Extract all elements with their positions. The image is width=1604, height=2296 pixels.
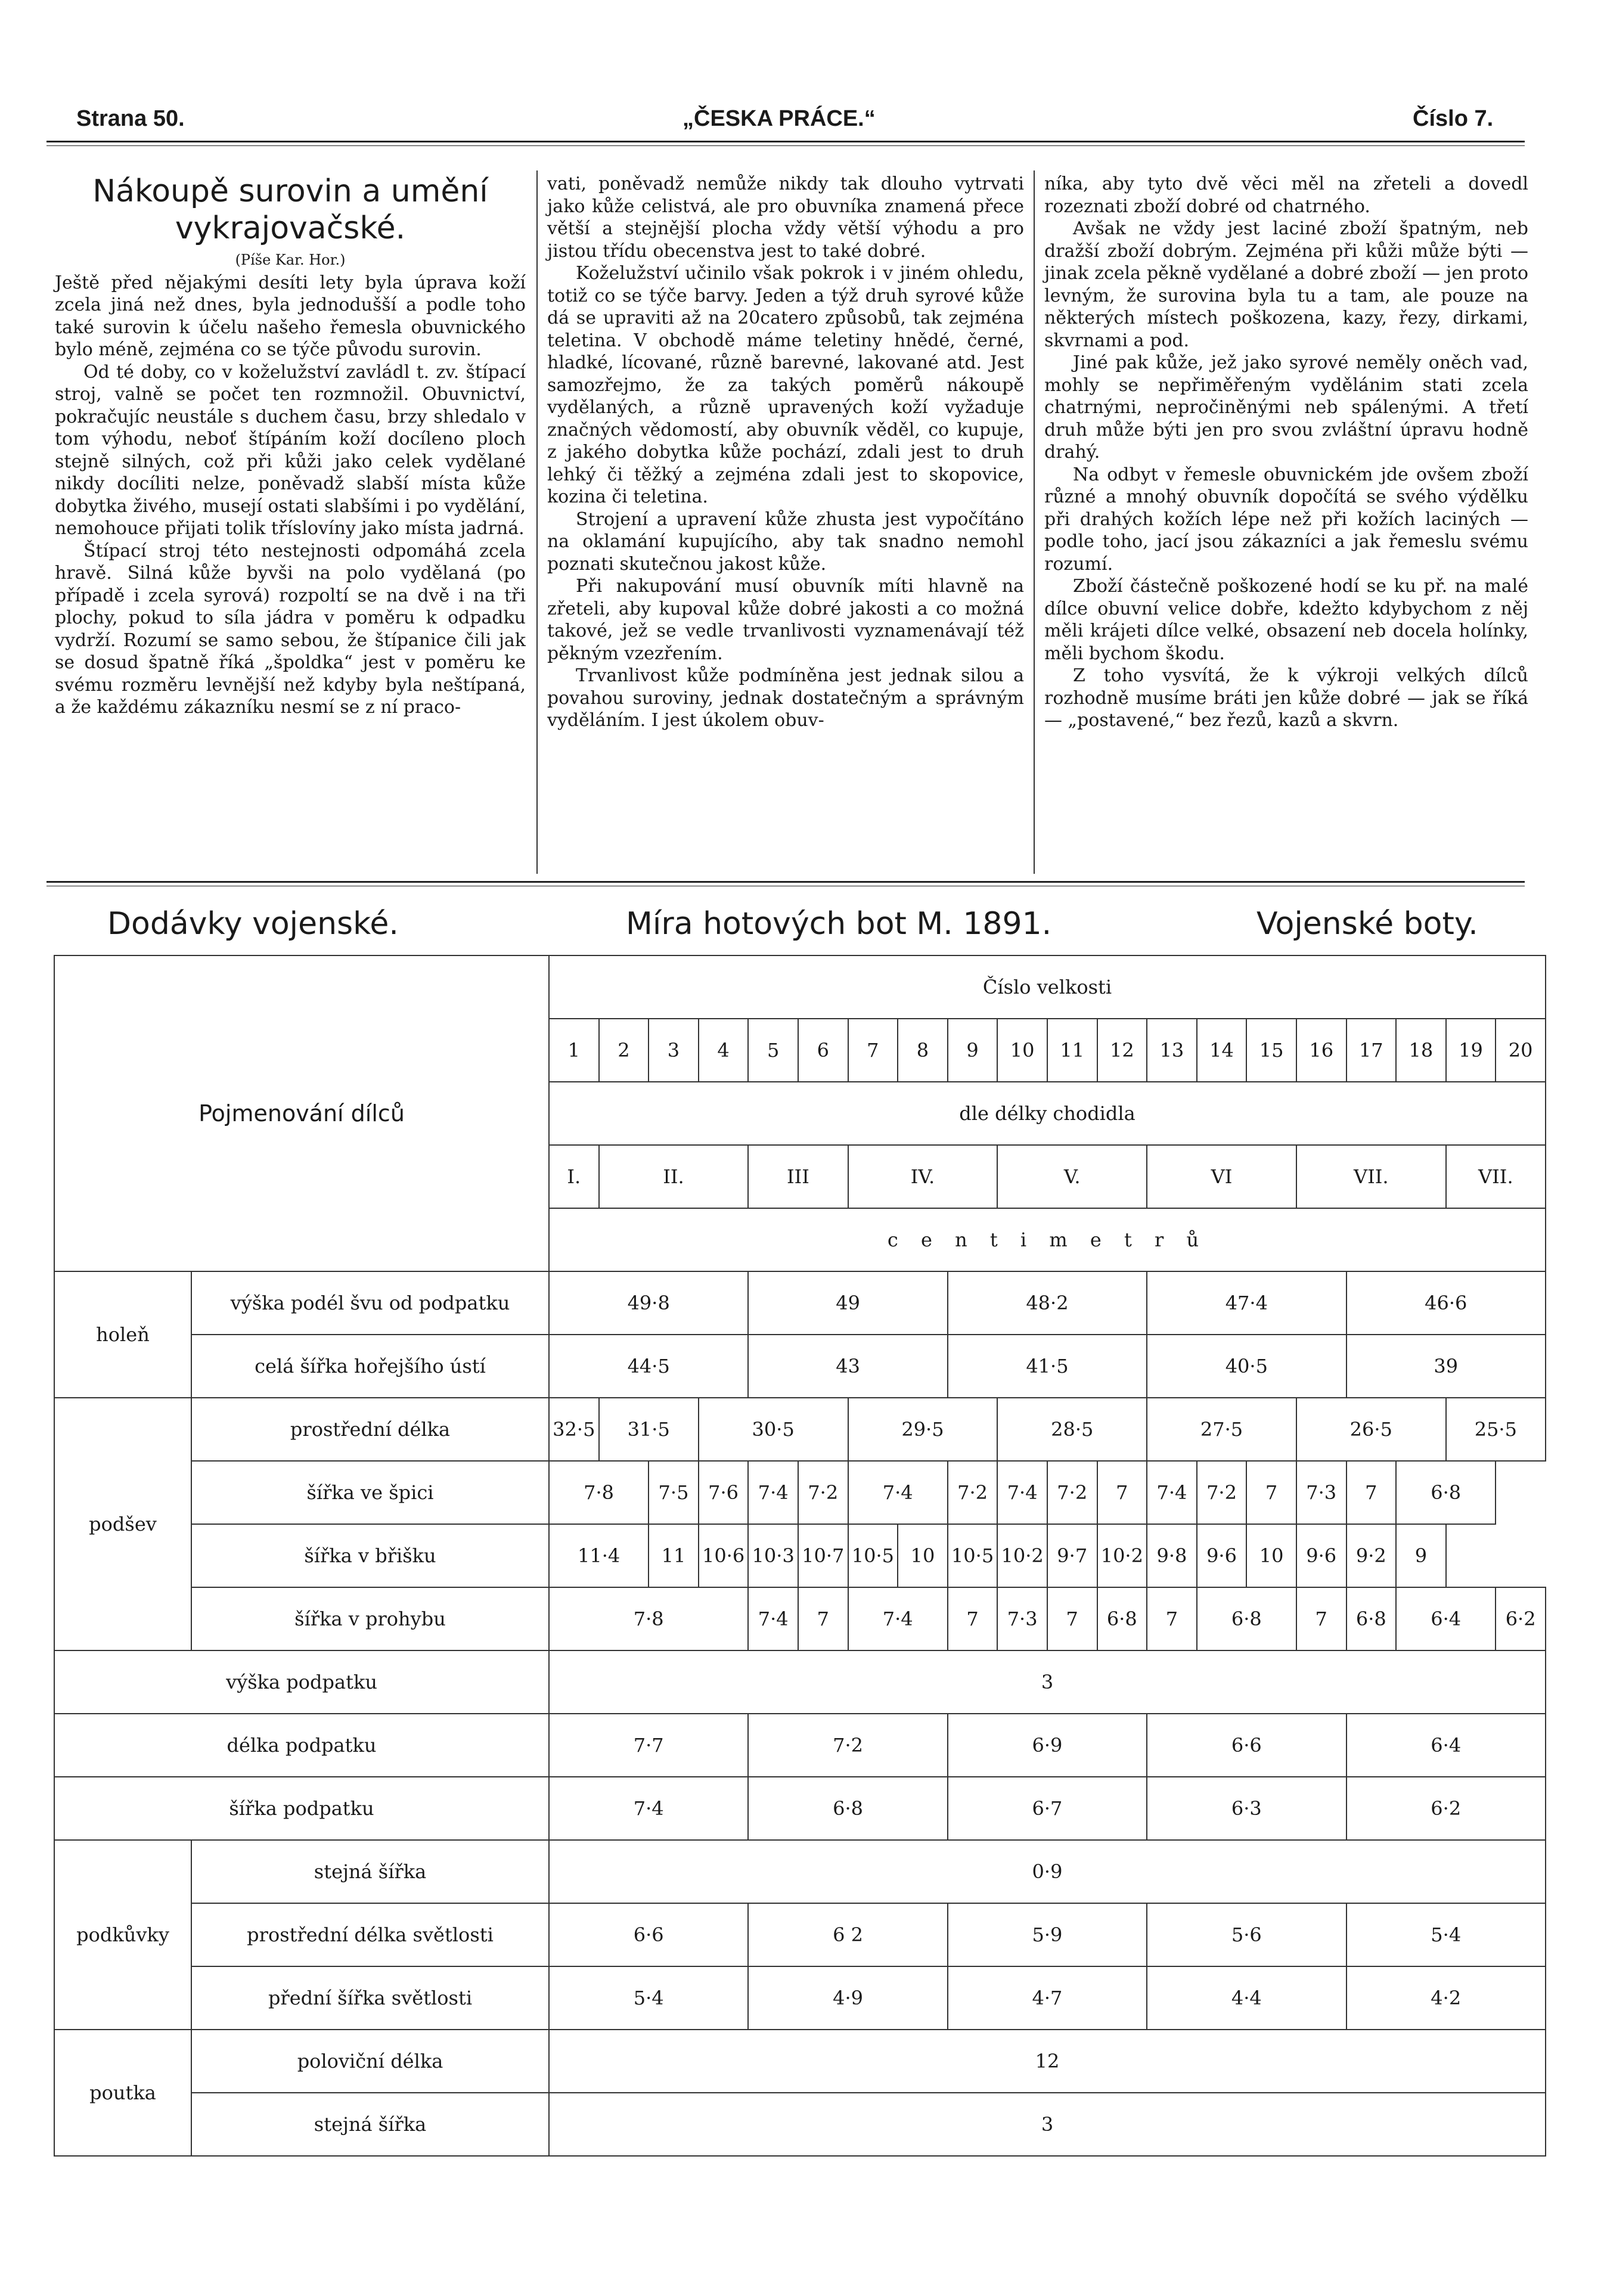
paragraph: Na odbyt v řemesle obuvnickém jde ovšem zboží různé a mnohý obuvník dopočítá se svého výdělku při drahých kožích lépe než při kožích laciných — podle toho, jací jsou zákazníci a jak řemeslu svému rozumí. <box>1044 464 1528 575</box>
value-cell: 10·7 <box>798 1524 848 1587</box>
table-row <box>54 2030 1546 2093</box>
value-cell: 41·5 <box>948 1335 1147 1398</box>
size-cell: 13 <box>1147 1019 1197 1082</box>
article-column-1 <box>55 173 526 719</box>
size-cell: 1 <box>549 1019 599 1082</box>
value-cell: 26·5 <box>1296 1398 1446 1461</box>
row-label: stejná šířka <box>191 2093 549 2156</box>
value-cell: 6·8 <box>1347 1587 1397 1650</box>
value-cell: 6·9 <box>948 1714 1147 1777</box>
value-cell: 6·2 <box>1347 1777 1546 1840</box>
value-cell: 6·4 <box>1347 1714 1546 1777</box>
group-label: poutka <box>54 2030 191 2156</box>
table-row <box>54 1777 1546 1840</box>
paragraph: Koželužství učinilo však pokrok i v jiném ohledu, totiž co se týče barvy. Jeden a týž druh syrové kůže dá se upraviti až na 20catero způsobů, tak zejména teletina. V obchodě máme teletiny hnědé, černé, hladké, lícované, různě barevné, lakované atd. Jest samozřejmo, že za takých poměrů nákoupě vydělaných, a různě upravených koží vyžaduje značných vědomostí, aby obuvník věděl, co kupuje, z jakého dobytka kůže pochází, zdali jest to druh lehký či těžký a zejména zdali jest to skopovice, kozina či teletina. <box>547 263 1024 507</box>
value-cell: 39 <box>1347 1335 1546 1398</box>
table-row <box>54 1840 1546 1903</box>
paragraph: Od té doby, co v koželužství zavládl t. zv. štípací stroj, valně se počet ten rozmnožil. Obuvnictví, pokračujíc neustále s duchem času, brzy shledalo v tom výhodu, neboť štípáním koží docíleno ploch stejně silných, což při kůži jako celek vydělané nikdy docíliti nelze, poněvadž slabší místa kůže dobytka živého, musejí ostati slabšími i po vydělání, nemohouce přijati tolik tříslovíny jako místa jadrná. <box>55 361 526 539</box>
value-cell: 31·5 <box>599 1398 699 1461</box>
value-cell: 7·7 <box>549 1714 748 1777</box>
table-row <box>54 1398 1546 1461</box>
row-label: výška podpatku <box>54 1650 549 1714</box>
value-cell: 6·3 <box>1147 1777 1346 1840</box>
value-cell: 7·2 <box>1197 1461 1247 1524</box>
table-title-center: Míra hotových bot M. 1891. <box>626 906 1052 942</box>
value-cell: 5·4 <box>549 1966 748 2030</box>
value-cell: 6·8 <box>1097 1587 1147 1650</box>
value-cell: 10 <box>1246 1524 1296 1587</box>
size-cell: 20 <box>1496 1019 1546 1082</box>
group-label: podkůvky <box>54 1840 191 2030</box>
value-cell: 10·2 <box>997 1524 1047 1587</box>
value-cell: 7 <box>798 1587 848 1650</box>
value-cell: 9 <box>1396 1524 1446 1587</box>
value-cell: 49·8 <box>549 1271 748 1335</box>
group-label: podšev <box>54 1398 191 1650</box>
row-label: prostřední délka světlosti <box>191 1903 549 1966</box>
class-cell: VI <box>1147 1145 1296 1208</box>
value-cell: 11·4 <box>549 1524 649 1587</box>
value-cell: 7·4 <box>997 1461 1047 1524</box>
value-cell: 10·3 <box>748 1524 798 1587</box>
size-cell: 16 <box>1296 1019 1347 1082</box>
value-cell: 6·6 <box>1147 1714 1346 1777</box>
value-cell: 7 <box>1347 1461 1397 1524</box>
value-cell: 7·3 <box>997 1587 1047 1650</box>
paragraph: Avšak ne vždy jest laciné zboží špatným, neb dražší zboží dobrým. Zejména při kůži může býti — jinak zcela pěkně vydělané a dobré zboží — jen proto levným, že surovina byla tu a tam, ale pouze na některých místech poškozena, kazy, řezy, dirkami, skvrnami a pod. <box>1044 218 1528 351</box>
paragraph: Jiné pak kůže, jež jako syrové neměly oněch vad, mohly se nepřiměřeným vydělánim stati zcela chatrnými, nepročiněnými neb spálenými. A třetí druh může býti jen pro svou zvláštní úpravu hodně drahý. <box>1044 352 1528 463</box>
size-cell: 15 <box>1246 1019 1296 1082</box>
value-cell: 7 <box>948 1587 998 1650</box>
value-cell: 3 <box>549 1650 1546 1714</box>
article-column-3 <box>1044 173 1528 732</box>
value-cell: 5·4 <box>1347 1903 1546 1966</box>
value-cell: 44·5 <box>549 1335 748 1398</box>
value-cell: 7·4 <box>748 1587 798 1650</box>
table-row <box>54 1903 1546 1966</box>
row-label: šířka ve špici <box>191 1461 549 1524</box>
size-cell: 11 <box>1047 1019 1097 1082</box>
value-cell: 4·2 <box>1347 1966 1546 2030</box>
value-cell: 7·3 <box>1296 1461 1347 1524</box>
value-cell: 7·2 <box>798 1461 848 1524</box>
value-cell: 7·8 <box>549 1587 748 1650</box>
value-cell: 7·5 <box>649 1461 699 1524</box>
value-cell: 7·4 <box>748 1461 798 1524</box>
class-cell: II. <box>599 1145 749 1208</box>
value-cell: 10 <box>898 1524 948 1587</box>
value-cell: 12 <box>549 2030 1546 2093</box>
class-cell: V. <box>997 1145 1147 1208</box>
value-cell: 9·7 <box>1047 1524 1097 1587</box>
header-rule <box>46 141 1525 142</box>
paragraph: Při nakupování musí obuvník míti hlavně na zřeteli, aby kupoval kůže dobré jakosti a co možná takové, jež se vedle trvanlivosti vyznamenávají též pěkným vzezřením. <box>547 576 1024 664</box>
unit-header: c e n t i m e t r ů <box>549 1208 1546 1271</box>
size-cell: 6 <box>798 1019 848 1082</box>
column-divider <box>1034 170 1035 874</box>
value-cell: 7 <box>1296 1587 1347 1650</box>
value-cell: 7 <box>1047 1587 1097 1650</box>
paragraph: Z toho vysvítá, že k výkroji velkých dílců rozhodně musíme bráti jen kůže dobré — jak se říká — „postavené,“ bez řezů, kazů a skvrn. <box>1044 665 1528 731</box>
value-cell: 7·6 <box>699 1461 749 1524</box>
value-cell: 7·4 <box>549 1777 748 1840</box>
paragraph: Štípací stroj této nestejnosti odpomáhá zcela hravě. Silná kůže byvši na polo vydělaná (po případě i zcela syrová) rozpoltí se na dvě i na tři plochy, pokud to síla jádra v poměru k odpadku vydrží. Rozumí se samo sebou, že štípanice čili jak se dosud špatně říká „špoldka“ jest v poměru ke svému rozměru levnější než kdyby byla neštípaná, a že každému zákazníku nesmí se z ní praco- <box>55 540 526 718</box>
size-cell: 12 <box>1097 1019 1147 1082</box>
value-cell: 3 <box>549 2093 1546 2156</box>
value-cell: 7·4 <box>1147 1461 1197 1524</box>
value-cell: 27·5 <box>1147 1398 1296 1461</box>
size-cell: 8 <box>898 1019 948 1082</box>
row-label: šířka podpatku <box>54 1777 549 1840</box>
name-header: Pojmenování dílců <box>54 955 549 1271</box>
value-cell: 7·2 <box>948 1461 998 1524</box>
value-cell: 46·6 <box>1347 1271 1546 1335</box>
table-row <box>54 1335 1546 1398</box>
value-cell: 10·5 <box>848 1524 898 1587</box>
paragraph: vati, poněvadž nemůže nikdy tak dlouho vytrvati jako kůže celistvá, ale pro obuvníka znamená přece větší a stejnější plocha vždy větší výhodu a pro jistou třídu obecenstva jest to také dobré. <box>547 173 1024 262</box>
table-title-right: Vojenské boty. <box>1256 906 1478 942</box>
paragraph: níka, aby tyto dvě věci měl na zřeteli a dovedl rozeznati zboží dobré od chatrného. <box>1044 173 1528 217</box>
table-row <box>54 1271 1546 1335</box>
row-label: celá šířka hořejšího ústí <box>191 1335 549 1398</box>
value-cell: 5·9 <box>948 1903 1147 1966</box>
table-row <box>54 1966 1546 2030</box>
value-cell: 25·5 <box>1446 1398 1546 1461</box>
table-row <box>54 1587 1546 1650</box>
size-cell: 7 <box>848 1019 898 1082</box>
value-cell: 5·6 <box>1147 1903 1346 1966</box>
value-cell: 6·7 <box>948 1777 1147 1840</box>
value-cell: 6 2 <box>748 1903 947 1966</box>
value-cell: 10·2 <box>1097 1524 1147 1587</box>
value-cell: 7·8 <box>549 1461 649 1524</box>
table-row <box>54 1650 1546 1714</box>
value-cell: 4·9 <box>748 1966 947 2030</box>
value-cell: 10·5 <box>948 1524 998 1587</box>
value-cell: 29·5 <box>848 1398 998 1461</box>
size-cell: 4 <box>699 1019 749 1082</box>
table-row <box>54 2093 1546 2156</box>
paragraph: Trvanlivost kůže podmíněna jest jednak silou a povahou suroviny, jednak dostatečným a správným vyděláním. I jest úkolem obuv- <box>547 665 1024 731</box>
table-row <box>54 1461 1546 1524</box>
table-row <box>54 955 1546 1019</box>
article-title: Nákoupě surovin a umění vykrajovačské. <box>92 173 488 246</box>
class-cell: I. <box>549 1145 599 1208</box>
size-cell: 14 <box>1197 1019 1247 1082</box>
value-cell: 4·7 <box>948 1966 1147 2030</box>
row-label: poloviční délka <box>191 2030 549 2093</box>
size-cell: 2 <box>599 1019 649 1082</box>
value-cell: 49 <box>748 1271 947 1335</box>
size-cell: 9 <box>948 1019 998 1082</box>
value-cell: 7 <box>1147 1587 1197 1650</box>
article-column-2 <box>547 173 1024 732</box>
paragraph: Zboží částečně poškozené hodí se ku př. na malé dílce obuvní velice dobře, kdežto kdybychom z něj měli krájeti dílce velké, obsazení neb docela holínky, měli bychom škodu. <box>1044 576 1528 664</box>
value-cell: 7·4 <box>848 1587 948 1650</box>
class-cell: III <box>748 1145 848 1208</box>
value-cell: 6·8 <box>748 1777 947 1840</box>
value-cell: 7 <box>1097 1461 1147 1524</box>
section-rule <box>46 881 1525 883</box>
value-cell: 9·8 <box>1147 1524 1197 1587</box>
value-cell: 7·4 <box>848 1461 948 1524</box>
row-label: stejná šířka <box>191 1840 549 1903</box>
row-label: šířka v prohybu <box>191 1587 549 1650</box>
value-cell: 9·6 <box>1197 1524 1247 1587</box>
journal-title: „ČESKA PRÁCE.“ <box>682 106 876 131</box>
size-cell: 18 <box>1396 1019 1446 1082</box>
group-label: holeň <box>54 1271 191 1398</box>
size-cell: 5 <box>748 1019 798 1082</box>
row-label: šířka v břišku <box>191 1524 549 1587</box>
article-byline: (Píše Kar. Hor.) <box>235 252 346 268</box>
value-cell: 6·4 <box>1396 1587 1496 1650</box>
issue-number: Číslo 7. <box>1413 106 1494 131</box>
value-cell: 10·6 <box>699 1524 749 1587</box>
value-cell: 7 <box>1246 1461 1296 1524</box>
row-label: prostřední délka <box>191 1398 549 1461</box>
value-cell: 7·2 <box>748 1714 947 1777</box>
header-rule-thin <box>46 145 1525 146</box>
paragraph: Ještě před nějakými desíti lety byla úprava koží zcela jiná než dnes, byla jednodušší a podle toho také surovin k účelu našeho řemesla obuvnického bylo méně, zejména co se týče původu surovin. <box>55 272 526 360</box>
value-cell: 9·2 <box>1347 1524 1397 1587</box>
boot-measurement-table <box>54 955 1546 2157</box>
table-row <box>54 1714 1546 1777</box>
value-cell: 11 <box>649 1524 699 1587</box>
value-cell: 32·5 <box>549 1398 599 1461</box>
value-cell: 6·2 <box>1496 1587 1546 1650</box>
size-header: Číslo velkosti <box>549 955 1546 1019</box>
class-cell: VII. <box>1296 1145 1446 1208</box>
value-cell: 6·8 <box>1197 1587 1296 1650</box>
value-cell: 9·6 <box>1296 1524 1347 1587</box>
value-cell: 0·9 <box>549 1840 1546 1903</box>
value-cell: 28·5 <box>997 1398 1147 1461</box>
value-cell: 6·6 <box>549 1903 748 1966</box>
value-cell: 6·8 <box>1396 1461 1496 1524</box>
paragraph: Strojení a upravení kůže zhusta jest vypočítáno na oklamání kupujícího, aby tak snadno nemohl poznati skutečnou jakost kůže. <box>547 508 1024 575</box>
class-cell: IV. <box>848 1145 998 1208</box>
row-label: přední šířka světlosti <box>191 1966 549 2030</box>
value-cell: 4·4 <box>1147 1966 1346 2030</box>
table-row <box>54 1524 1546 1587</box>
value-cell: 30·5 <box>699 1398 848 1461</box>
page-number: Strana 50. <box>76 106 185 131</box>
length-header: dle délky chodidla <box>549 1082 1546 1145</box>
size-cell: 3 <box>649 1019 699 1082</box>
size-cell: 10 <box>997 1019 1047 1082</box>
value-cell: 43 <box>748 1335 947 1398</box>
value-cell: 7·2 <box>1047 1461 1097 1524</box>
class-cell: VII. <box>1446 1145 1546 1208</box>
table-title-left: Dodávky vojenské. <box>107 906 399 942</box>
column-divider <box>536 170 538 874</box>
size-cell: 17 <box>1347 1019 1397 1082</box>
size-cell: 19 <box>1446 1019 1496 1082</box>
value-cell: 40·5 <box>1147 1335 1346 1398</box>
value-cell: 48·2 <box>948 1271 1147 1335</box>
row-label: výška podél švu od podpatku <box>191 1271 549 1335</box>
row-label: délka podpatku <box>54 1714 549 1777</box>
value-cell: 47·4 <box>1147 1271 1346 1335</box>
